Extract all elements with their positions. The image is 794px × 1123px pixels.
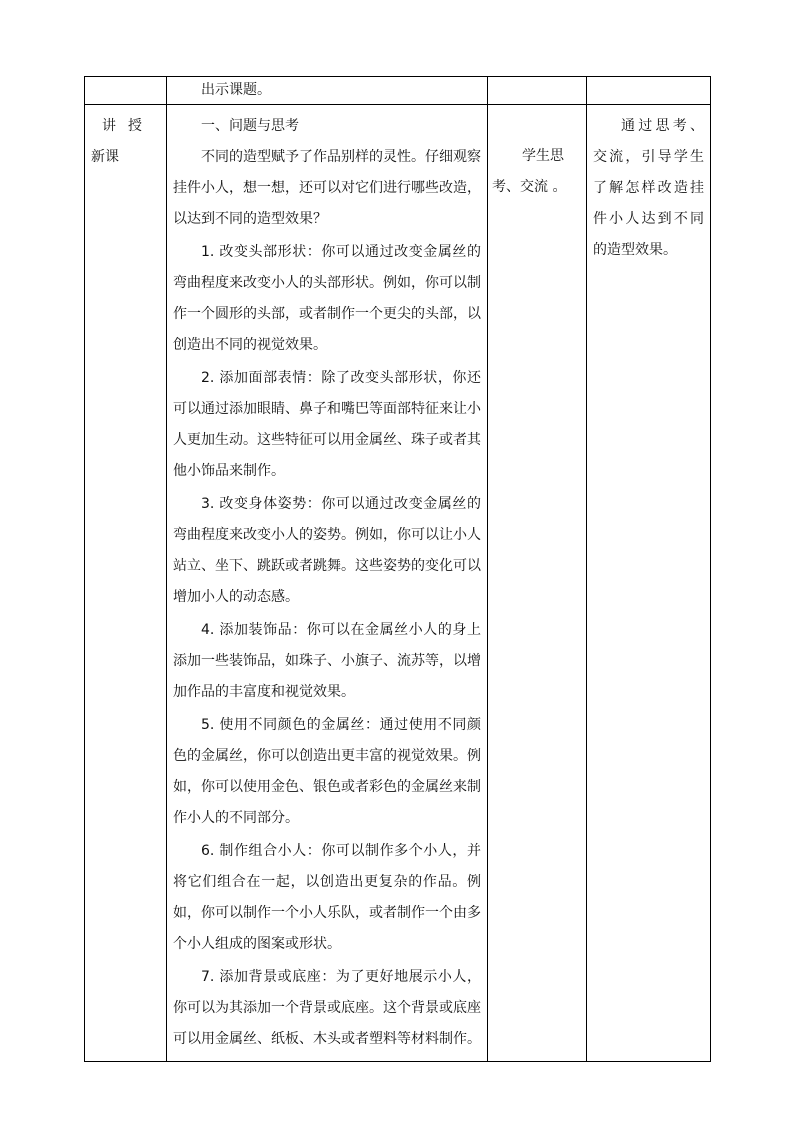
cell-stage-label: [85, 105, 167, 1062]
table-row-topic: [85, 77, 711, 105]
lesson-plan-table: [84, 76, 711, 1062]
cell-topic-label: [85, 77, 167, 105]
student-activity-text: 学生思考、交流 。: [492, 148, 567, 195]
cell-teaching-content: [167, 105, 488, 1062]
table-row-new-lesson: [85, 105, 711, 1062]
section-heading: 一、问题与思考: [201, 118, 299, 134]
list-item: 6. 制作组合小人：你可以制作多个小人，并将它们组合在一起，以创造出更复杂的作品。例如，你可以制作一个小人乐队，或者制作一个由多个小人组成的图案或形状。: [173, 843, 481, 952]
cell-student-activity: [488, 105, 587, 1062]
stage-label-line2: 新课: [91, 149, 119, 165]
cell-design-intent: [587, 105, 711, 1062]
topic-text: 出示课题。: [201, 82, 271, 98]
cell-topic-student: [488, 77, 587, 105]
design-intent-text: 通过思考、交流，引导学生了解怎样改造挂件小人达到不同的造型效果。: [593, 118, 704, 258]
cell-topic-content: [167, 77, 488, 105]
cell-topic-intent: [587, 77, 711, 105]
list-item: 4. 添加装饰品：你可以在金属丝小人的身上添加一些装饰品，如珠子、小旗子、流苏等，以增加作品的丰富度和视觉效果。: [173, 622, 481, 700]
stage-label-line1: 讲授: [102, 118, 154, 134]
list-item: 1. 改变头部形状：你可以通过改变金属丝的弯曲程度来改变小人的头部形状。例如，你可以制作一个圆形的头部，或者制作一个更尖的头部，以创造出不同的视觉效果。: [173, 244, 481, 353]
list-item: 7. 添加背景或底座：为了更好地展示小人，你可以为其添加一个背景或底座。这个背景或底座可以用金属丝、纸板、木头或者塑料等材料制作。: [173, 969, 481, 1047]
list-item: 2. 添加面部表情：除了改变头部形状，你还可以通过添加眼睛、鼻子和嘴巴等面部特征来让小人更加生动。这些特征可以用金属丝、珠子或者其他小饰品来制作。: [173, 370, 481, 479]
intro-paragraph: 不同的造型赋予了作品别样的灵性。仔细观察挂件小人，想一想，还可以对它们进行哪些改造，以达到不同的造型效果？: [173, 149, 481, 227]
list-item: 5. 使用不同颜色的金属丝：通过使用不同颜色的金属丝，你可以创造出更丰富的视觉效果。例如，你可以使用金色、银色或者彩色的金属丝来制作小人的不同部分。: [173, 717, 481, 826]
list-item: 3. 改变身体姿势：你可以通过改变金属丝的弯曲程度来改变小人的姿势。例如，你可以让小人站立、坐下、跳跃或者跳舞。这些姿势的变化可以增加小人的动态感。: [173, 496, 481, 605]
